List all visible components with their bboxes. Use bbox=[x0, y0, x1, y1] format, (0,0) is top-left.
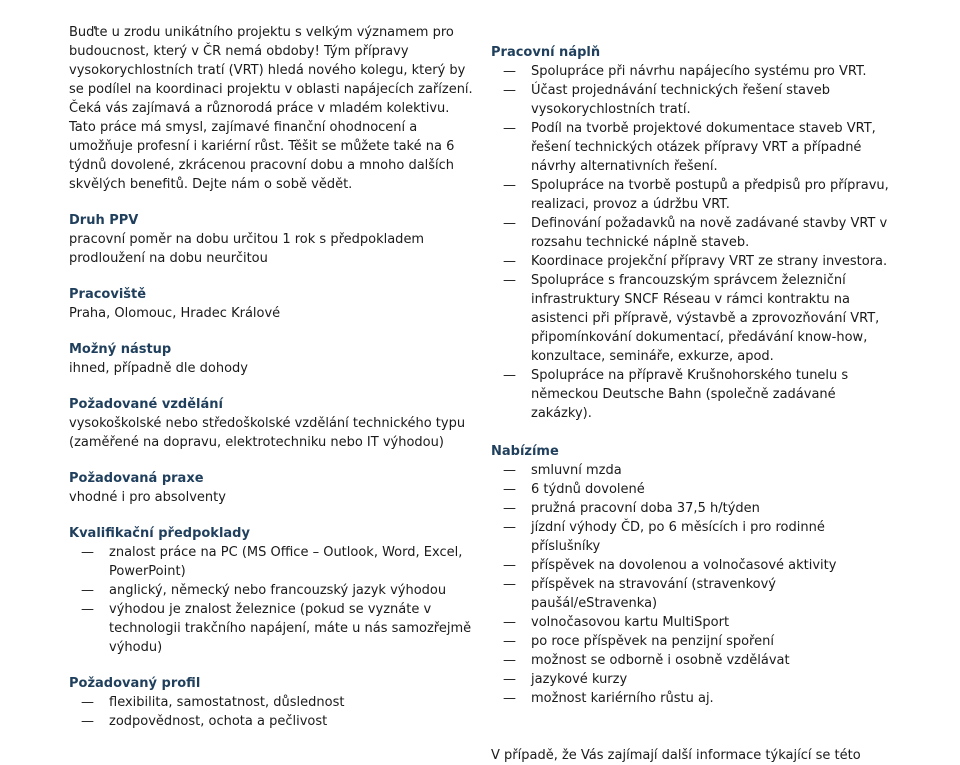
section-value: vysokoškolské nebo středoškolské vzdělání technického typu (zaměřené na dopravu, elektrotechniku nebo IT výhodou) bbox=[69, 416, 466, 450]
list-item: — Spolupráce na tvorbě postupů a předpisů pro přípravu, realizaci, provoz a údržbu VRT. bbox=[491, 176, 896, 214]
list-item: — smluvní mzda bbox=[491, 461, 896, 480]
list-item: — jízdní výhody ČD, po 6 měsících i pro rodinné příslušníky bbox=[491, 518, 896, 556]
section-value: Praha, Olomouc, Hradec Králové bbox=[69, 306, 281, 321]
section-qualifications bbox=[69, 524, 474, 657]
profile-list bbox=[69, 693, 474, 731]
section-heading: Požadovaný profil bbox=[69, 676, 201, 691]
list-item: — po roce příspěvek na penzijní spoření bbox=[491, 632, 896, 651]
list-item: — Koordinace projekční přípravy VRT ze strany investora. bbox=[491, 252, 896, 271]
list-item: — Spolupráce s francouzským správcem železniční infrastruktury SNCF Réseau v rámci kontraktu na asistenci při přípravě, výstavbě a zprovozňování VRT, připomínkování dokumentací, předávání know-how, konzultace, semináře, exkurze, apod. bbox=[491, 271, 896, 366]
list-item: — anglický, německý nebo francouzský jazyk výhodou bbox=[69, 581, 474, 600]
section-heading: Nabízíme bbox=[491, 444, 559, 459]
section-value: vhodné i pro absolventy bbox=[69, 490, 226, 505]
list-item: — možnost se odborně i osobně vzdělávat bbox=[491, 651, 896, 670]
section-value: ihned, případně dle dohody bbox=[69, 361, 248, 376]
list-item: — Spolupráce na přípravě Krušnohorského tunelu s německou Deutsche Bahn (společně zadávané zakázky). bbox=[491, 366, 896, 423]
section-education bbox=[69, 395, 474, 452]
list-item: — příspěvek na dovolenou a volnočasové aktivity bbox=[491, 556, 896, 575]
section-experience bbox=[69, 469, 474, 507]
section-heading: Požadované vzdělání bbox=[69, 397, 223, 412]
list-item: — Účast projednávání technických řešení staveb vysokorychlostních tratí. bbox=[491, 81, 896, 119]
section-profile bbox=[69, 674, 474, 731]
list-item: — možnost kariérního růstu aj. bbox=[491, 689, 896, 708]
list-item: — 6 týdnů dovolené bbox=[491, 480, 896, 499]
list-item: — Spolupráce při návrhu napájecího systému pro VRT. bbox=[491, 62, 896, 81]
offer-list bbox=[491, 461, 896, 708]
qualifications-list bbox=[69, 543, 474, 657]
section-heading: Druh PPV bbox=[69, 213, 139, 228]
right-column bbox=[491, 0, 896, 765]
section-heading: Kvalifikační předpoklady bbox=[69, 526, 250, 541]
intro-paragraph: Buďte u zrodu unikátního projektu s velkým významem pro budoucnost, který v ČR nemá obdoby! Tým přípravy vysokorychlostních tratí (VRT) hledá nového kolegu, který by se podílel na koordinaci projektu v oblasti napájecích zařízení. Čeká vás zajímavá a různorodá práce v mladém kolektivu. Tato práce má smysl, zajímavé finanční ohodnocení a umožňuje profesní i kariérní růst. Těšit se můžete také na 6 týdnů dovolené, zkrácenou pracovní dobu a mnoho dalších skvělých benefitů. Dejte nám o sobě vědět. bbox=[69, 25, 473, 192]
section-heading: Pracoviště bbox=[69, 287, 147, 302]
list-item: — flexibilita, samostatnost, důslednost bbox=[69, 693, 474, 712]
section-value: pracovní poměr na dobu určitou 1 rok s předpokladem prodloužení na dobu neurčitou bbox=[69, 232, 425, 266]
list-item: — volnočasovou kartu MultiSport bbox=[491, 613, 896, 632]
list-item: — pružná pracovní doba 37,5 h/týden bbox=[491, 499, 896, 518]
section-heading: Pracovní náplň bbox=[491, 45, 601, 60]
list-item: — jazykové kurzy bbox=[491, 670, 896, 689]
list-item: — Definování požadavků na nově zadávané stavby VRT v rozsahu technické náplně staveb. bbox=[491, 214, 896, 252]
list-item: — výhodou je znalost železnice (pokud se vyznáte v technologii trakčního napájení, máte u nás samozřejmě výhodu) bbox=[69, 600, 474, 657]
list-item: — příspěvek na stravování (stravenkový paušál/eStravenka) bbox=[491, 575, 896, 613]
section-start-date bbox=[69, 340, 474, 378]
left-column bbox=[69, 0, 474, 731]
section-job-content bbox=[491, 0, 896, 423]
section-heading: Požadovaná praxe bbox=[69, 471, 204, 486]
list-item: — zodpovědnost, ochota a pečlivost bbox=[69, 712, 474, 731]
list-item: — Podíl na tvorbě projektové dokumentace staveb VRT, řešení technických otázek přípravy VRT a případné návrhy alternativních řešení. bbox=[491, 119, 896, 176]
section-heading: Možný nástup bbox=[69, 342, 172, 357]
list-item: — znalost práce na PC (MS Office – Outlook, Word, Excel, PowerPoint) bbox=[69, 543, 474, 581]
closing-text: V případě, že Vás zajímají další informace týkající se této bbox=[491, 748, 861, 763]
job-content-list bbox=[491, 62, 896, 423]
section-employment-type bbox=[69, 211, 474, 268]
section-workplace bbox=[69, 285, 474, 323]
section-offer bbox=[491, 442, 896, 708]
